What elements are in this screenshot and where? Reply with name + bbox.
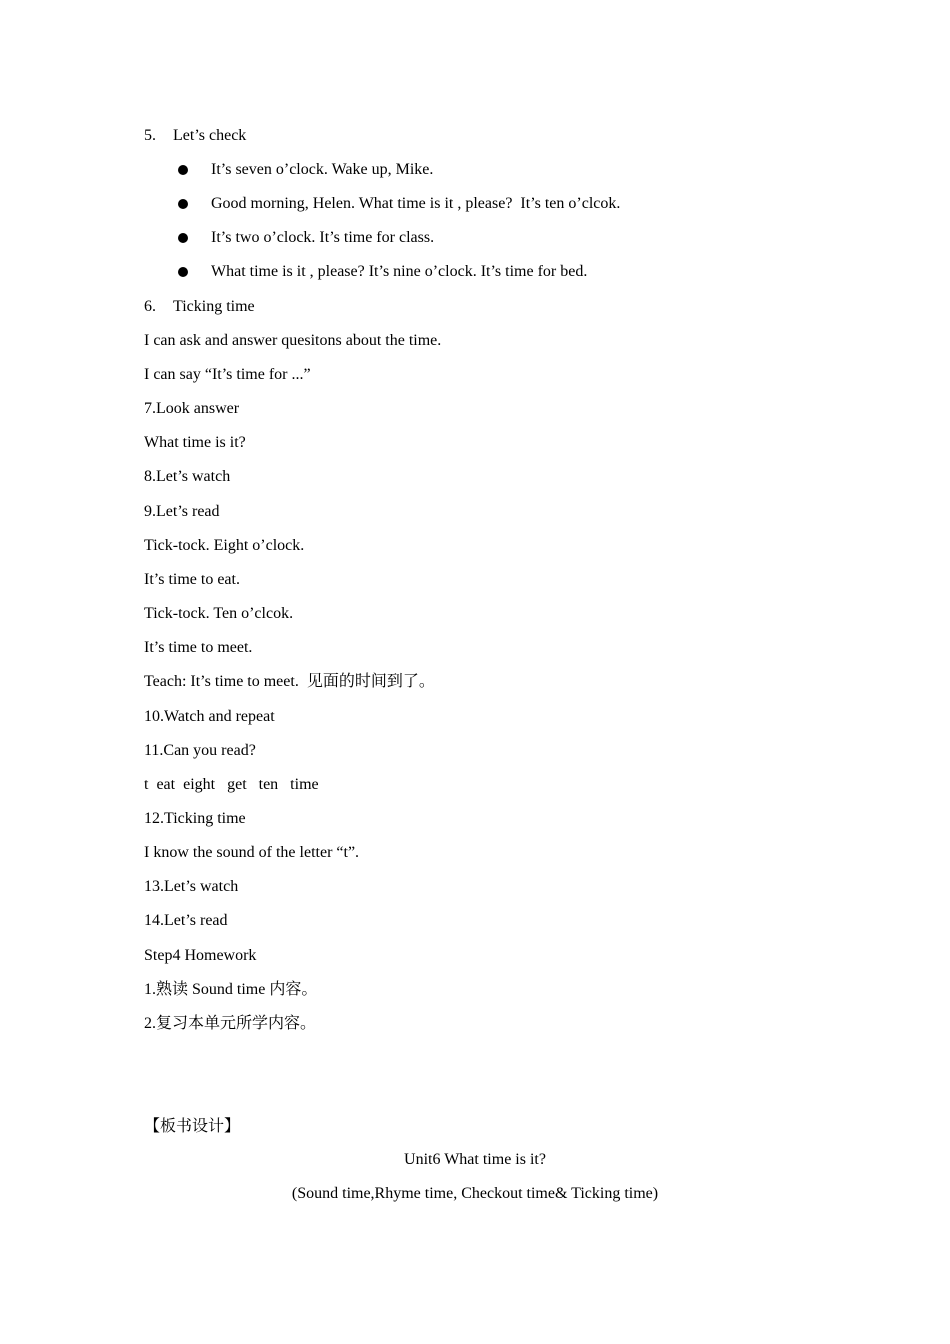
text-line: It’s time to eat. [144,571,240,588]
bullet-icon [178,199,188,209]
board-subtitle: (Sound time,Rhyme time, Checkout time& Ticking time) [291,1185,659,1202]
bullet-item [178,262,587,282]
text-line: 7.Look answer [144,400,240,417]
text-line: 12.Ticking time [144,810,246,827]
text-line: 2.复习本单元所学内容。 [144,1015,317,1032]
text-line: I can say “It’s time for ...” [144,366,311,383]
section-6-heading [144,297,255,317]
text-line: 11.Can you read? [144,742,256,759]
bullet-item [178,194,620,214]
text-line: It’s time to meet. [144,639,253,656]
bullet-icon [178,165,188,175]
text-line: I can ask and answer quesitons about the time. [144,332,442,349]
bullet-text: It’s seven o’clock. Wake up, Mike. [211,161,434,178]
section-5-heading [144,126,246,146]
bullet-text: Good morning, Helen. What time is it , please? It’s ten o’clcok. [211,195,621,212]
text-line: 1.熟读 Sound time 内容。 [144,981,318,998]
text-line: 13.Let’s watch [144,878,239,895]
board-title: Unit6 What time is it? [404,1151,546,1168]
text-line: 8.Let’s watch [144,468,231,485]
text-line: 10.Watch and repeat [144,708,275,725]
section-6-number: 6. [144,298,156,315]
board-design-heading: 【板书设计】 [144,1118,241,1135]
bullet-item [178,228,434,248]
bullet-icon [178,267,188,277]
text-line: Teach: It’s time to meet. 见面的时间到了。 [144,673,435,690]
bullet-text: It’s two o’clock. It’s time for class. [211,229,435,246]
text-line: 14.Let’s read [144,912,228,929]
bullet-icon [178,233,188,243]
section-5-title: Let’s check [173,127,247,144]
text-line: 9.Let’s read [144,503,220,520]
bullet-text: What time is it , please? It’s nine o’clock. It’s time for bed. [211,263,588,280]
text-line: Tick-tock. Eight o’clock. [144,537,305,554]
bullet-item [178,160,433,180]
section-5-number: 5. [144,127,156,144]
text-line: Tick-tock. Ten o’clcok. [144,605,294,622]
text-line: Step4 Homework [144,947,257,964]
text-line: What time is it? [144,434,246,451]
text-line: t eat eight get ten time [144,776,319,793]
section-6-title: Ticking time [173,298,255,315]
text-line: I know the sound of the letter “t”. [144,844,360,861]
